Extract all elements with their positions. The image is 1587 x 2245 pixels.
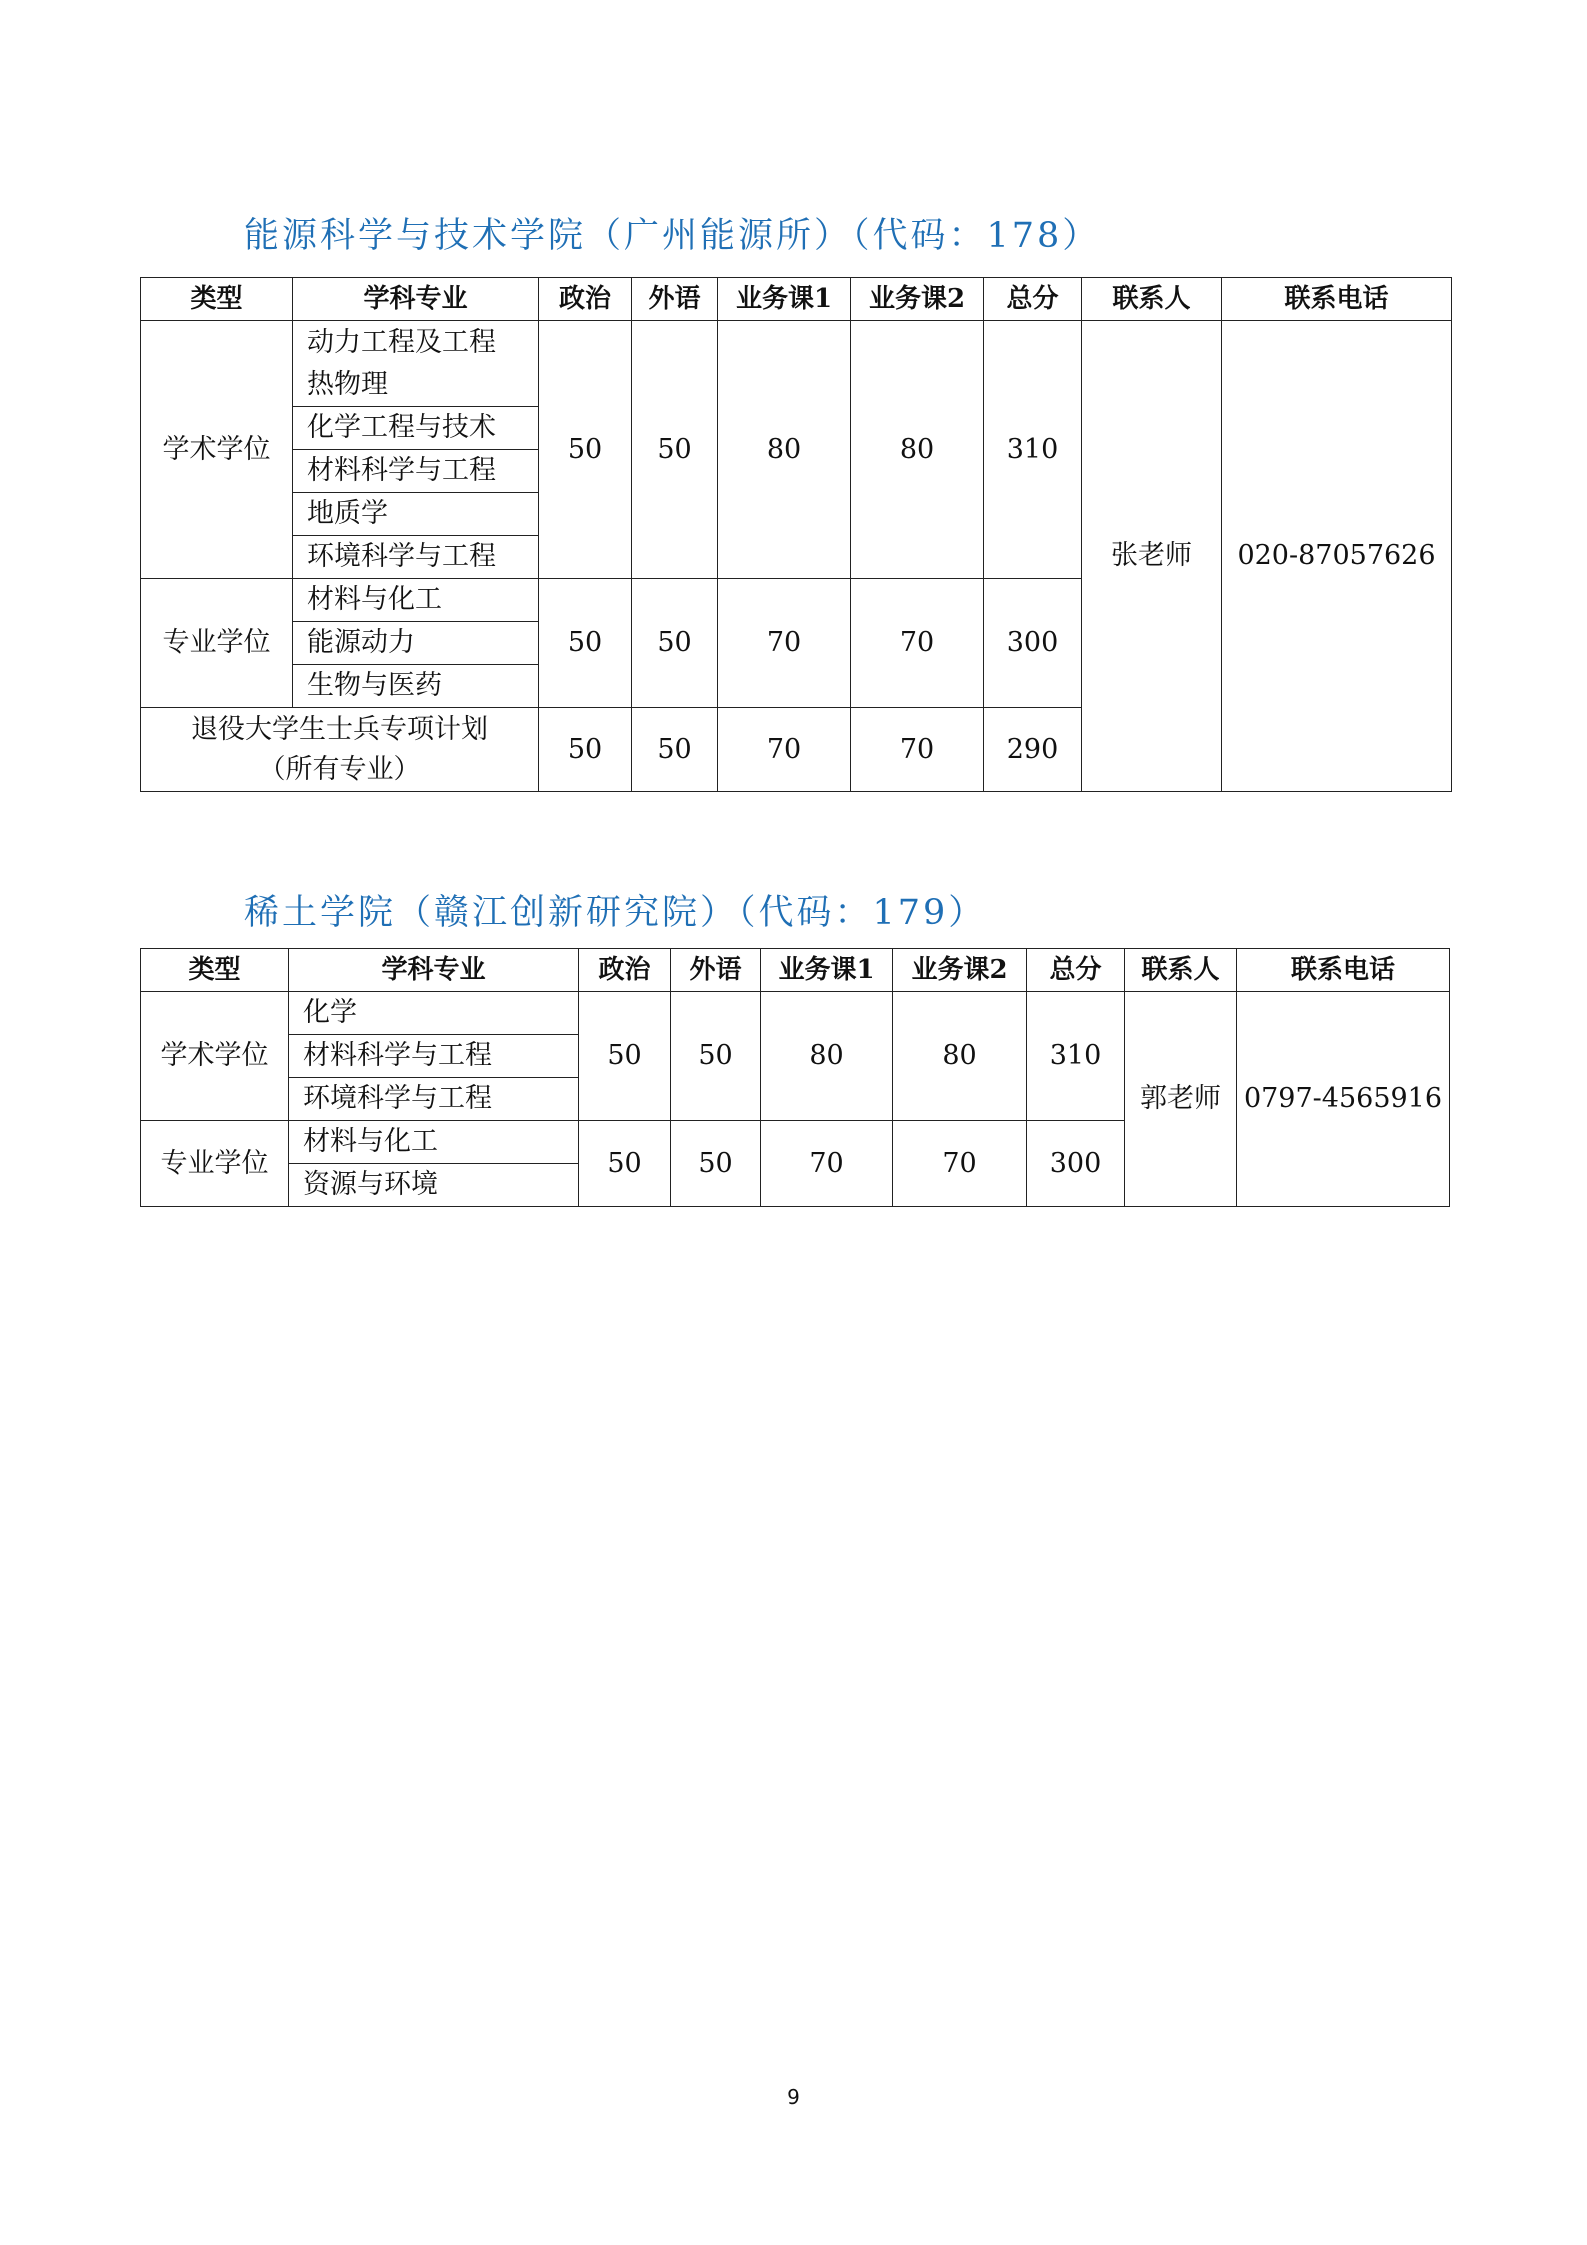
- header-total: 总分: [984, 278, 1082, 321]
- header-total: 总分: [1027, 949, 1125, 992]
- header-phone: 联系电话: [1222, 278, 1452, 321]
- subject-cell: 环境科学与工程: [293, 536, 539, 579]
- subject-cell: 化学工程与技术: [293, 407, 539, 450]
- subject-cell: 材料与化工: [293, 579, 539, 622]
- subject-cell: 材料科学与工程: [293, 450, 539, 493]
- total-score: 310: [984, 321, 1082, 579]
- header-phone: 联系电话: [1237, 949, 1450, 992]
- total-score: 310: [1027, 992, 1125, 1121]
- course1-score: 70: [718, 579, 851, 708]
- course1-score: 70: [761, 1121, 893, 1207]
- score-table-179: [140, 948, 1450, 1207]
- header-type: 类型: [141, 949, 289, 992]
- header-politics: 政治: [579, 949, 671, 992]
- total-score: 290: [984, 708, 1082, 792]
- contact-person: 郭老师: [1125, 992, 1237, 1207]
- header-contact: 联系人: [1082, 278, 1222, 321]
- total-score: 300: [984, 579, 1082, 708]
- language-score: 50: [632, 708, 718, 792]
- header-course1: 业务课1: [718, 278, 851, 321]
- header-subject: 学科专业: [289, 949, 579, 992]
- table-row: [141, 992, 1450, 1035]
- special-plan-cell: [141, 708, 539, 792]
- table-header-row: [141, 278, 1452, 321]
- course2-score: 70: [851, 708, 984, 792]
- header-subject: 学科专业: [293, 278, 539, 321]
- politics-score: 50: [579, 1121, 671, 1207]
- section1-title: 能源科学与技术学院（广州能源所）（代码：178）: [244, 216, 1101, 256]
- course1-score: 80: [718, 321, 851, 579]
- politics-score: 50: [579, 992, 671, 1121]
- subject-cell: 生物与医药: [293, 665, 539, 708]
- subject-cell: 资源与环境: [289, 1164, 579, 1207]
- special-plan-sub: （所有专业）: [258, 753, 421, 785]
- header-course1: 业务课1: [761, 949, 893, 992]
- politics-score: 50: [539, 321, 632, 579]
- subject-cell: 地质学: [293, 493, 539, 536]
- special-plan-label: 退役大学生士兵专项计划: [191, 713, 488, 745]
- header-language: 外语: [632, 278, 718, 321]
- language-score: 50: [671, 1121, 761, 1207]
- course2-score: 80: [893, 992, 1027, 1121]
- header-course2: 业务课2: [851, 278, 984, 321]
- type-academic: 学术学位: [141, 321, 293, 579]
- table-row: [141, 321, 1452, 407]
- subject-cell: 能源动力: [293, 622, 539, 665]
- course1-score: 70: [718, 708, 851, 792]
- type-professional: 专业学位: [141, 1121, 289, 1207]
- course2-score: 80: [851, 321, 984, 579]
- subject-cell: 材料与化工: [289, 1121, 579, 1164]
- language-score: 50: [632, 579, 718, 708]
- course2-score: 70: [893, 1121, 1027, 1207]
- score-table-178: [140, 277, 1452, 792]
- total-score: 300: [1027, 1121, 1125, 1207]
- type-academic: 学术学位: [141, 992, 289, 1121]
- politics-score: 50: [539, 708, 632, 792]
- header-language: 外语: [671, 949, 761, 992]
- subject-cell: 环境科学与工程: [289, 1078, 579, 1121]
- page-number: 9: [787, 2085, 800, 2109]
- header-course2: 业务课2: [893, 949, 1027, 992]
- politics-score: 50: [539, 579, 632, 708]
- course1-score: 80: [761, 992, 893, 1121]
- contact-phone: 0797-4565916: [1237, 992, 1450, 1207]
- header-contact: 联系人: [1125, 949, 1237, 992]
- subject-cell: 化学: [289, 992, 579, 1035]
- course2-score: 70: [851, 579, 984, 708]
- subject-cell: 动力工程及工程热物理: [293, 321, 539, 407]
- contact-phone: 020-87057626: [1222, 321, 1452, 792]
- language-score: 50: [671, 992, 761, 1121]
- section2-title: 稀土学院（赣江创新研究院）（代码：179）: [244, 893, 987, 933]
- header-politics: 政治: [539, 278, 632, 321]
- subject-cell: 材料科学与工程: [289, 1035, 579, 1078]
- language-score: 50: [632, 321, 718, 579]
- contact-person: 张老师: [1082, 321, 1222, 792]
- header-type: 类型: [141, 278, 293, 321]
- table-header-row: [141, 949, 1450, 992]
- type-professional: 专业学位: [141, 579, 293, 708]
